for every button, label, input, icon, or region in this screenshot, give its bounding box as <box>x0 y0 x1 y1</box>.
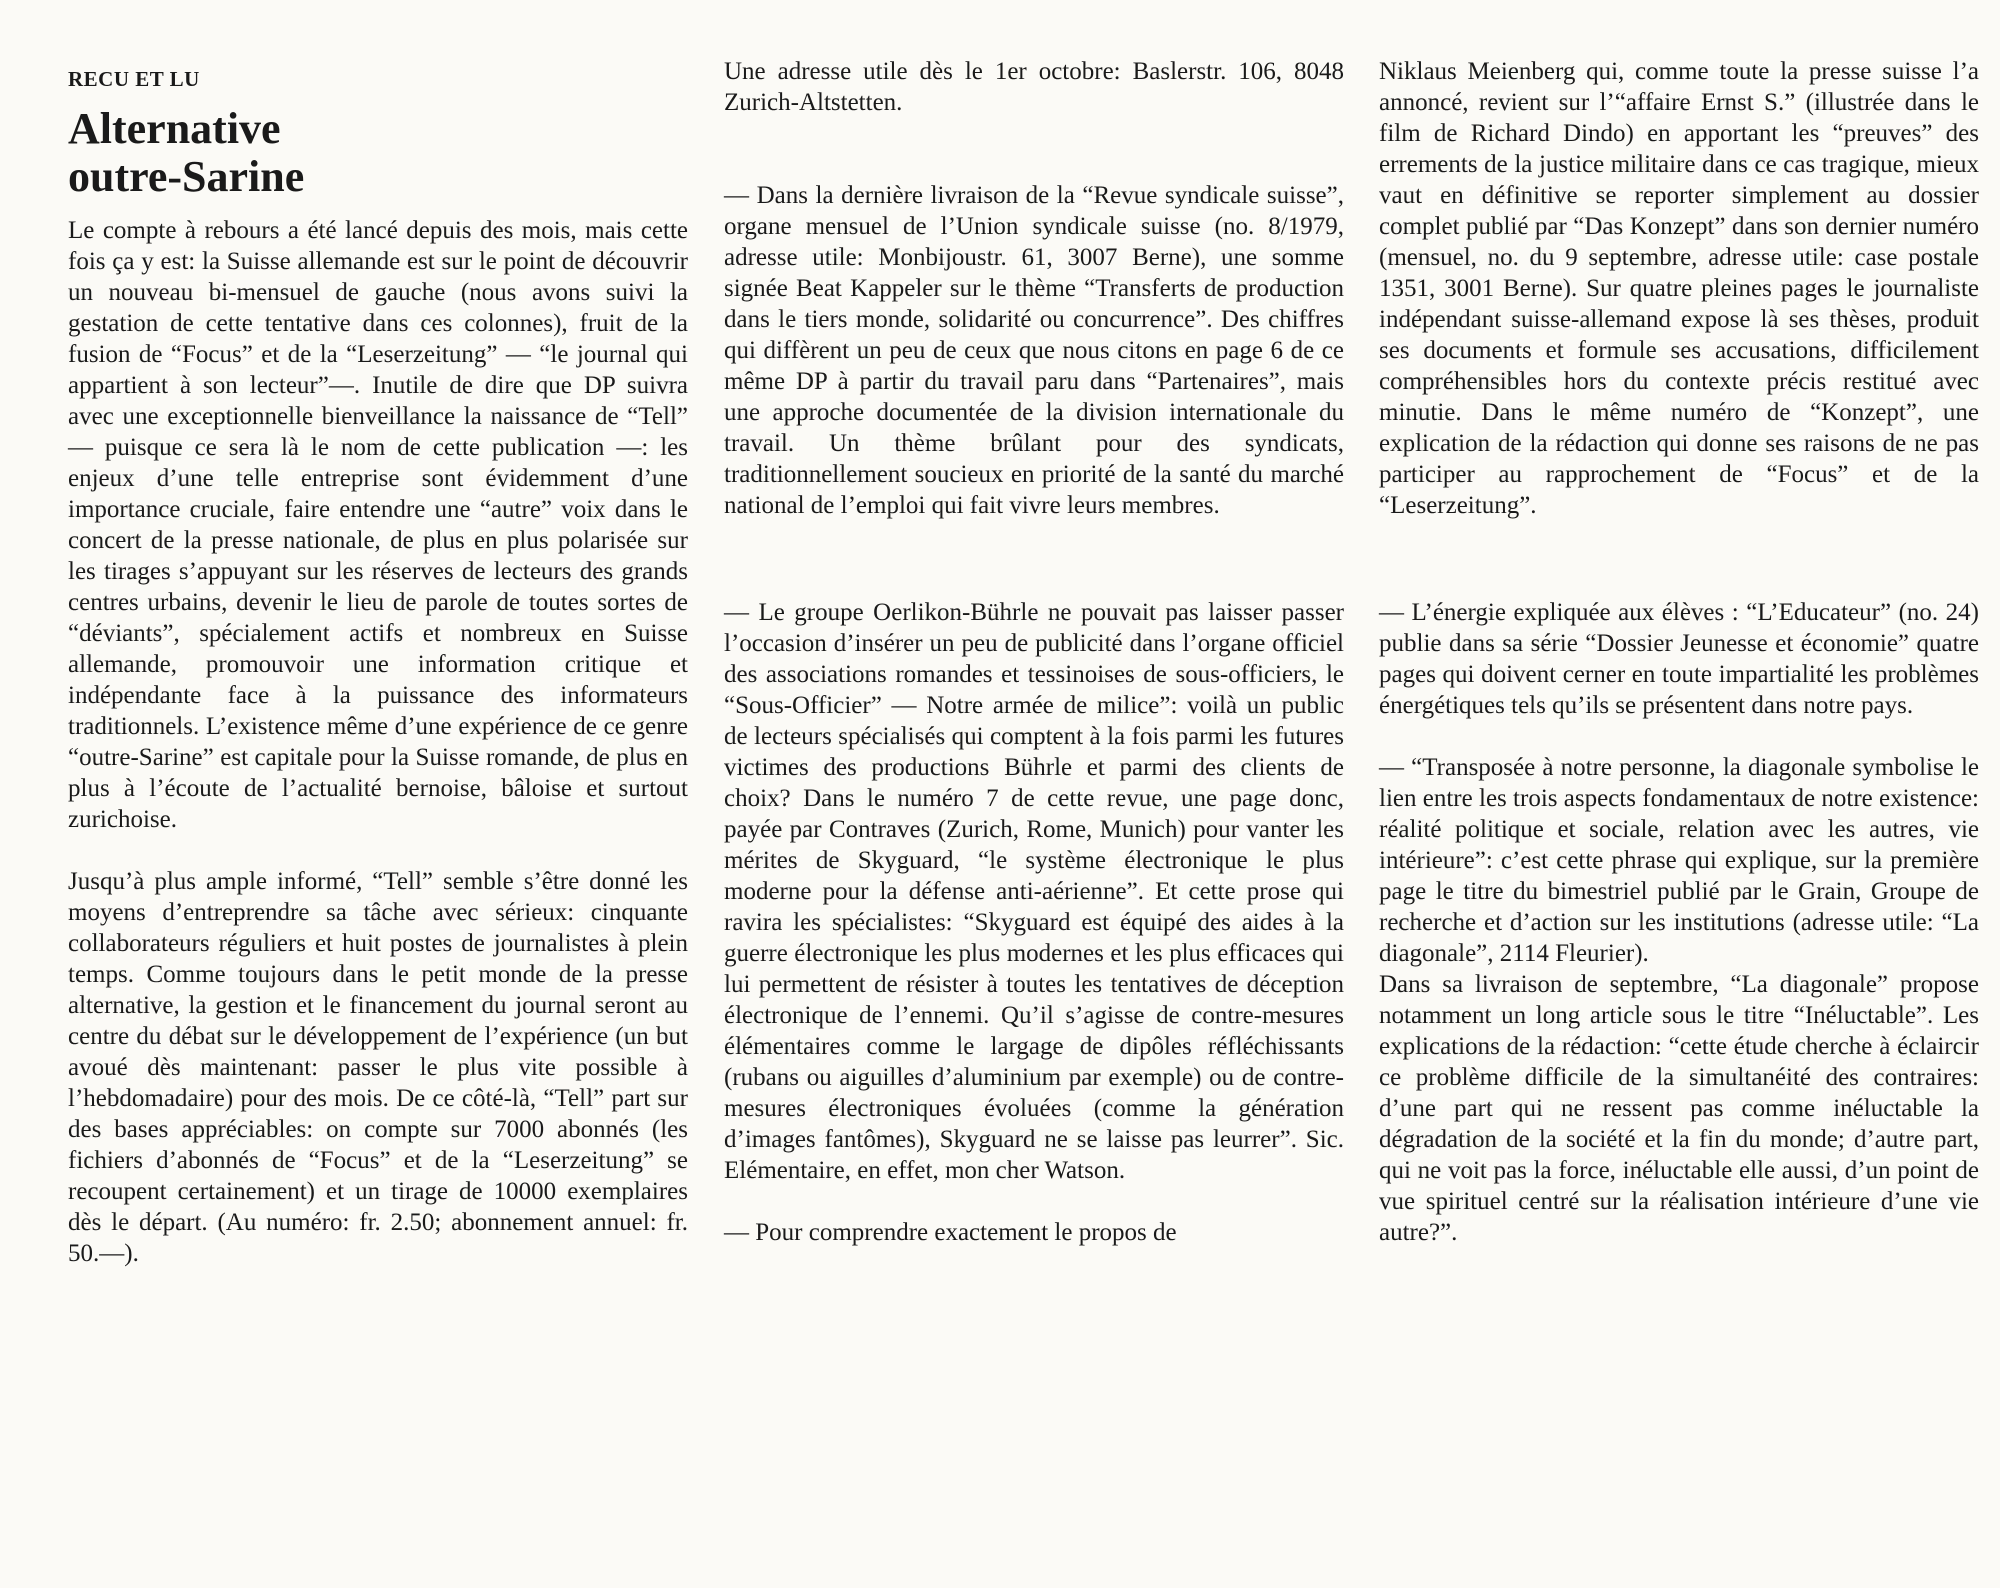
paragraph-address: Une adresse utile dès le 1er octobre: Baslerstr. 106, 8048 Zurich-Altstetten. <box>724 58 1344 116</box>
paragraph-intro: Le compte à rebours a été lancé depuis des mois, mais cette fois ça y est: la Suisse allemande est sur le point de découvrir un nouveau bi-mensuel de gauche (nous avons suivi la gestation de cette tentative dans ces colonnes), fruit de la fusion de “Focus” et de la “Leserzeitung” — “le journal qui appartient à son lecteur”—. Inutile de dire que DP suivra avec une exceptionnelle bienveillance la naissance de “Tell” — puisque ce sera là le nom de cette publication —: les enjeux d’une telle entreprise sont évidemment d’une importance cruciale, faire entendre une “autre” voix dans le concert de la presse nationale, de plus en plus polarisée sur les tirages s’appuyant sur les réserves de lecteurs des grands centres urbains, devenir le lieu de parole de toutes sortes de “déviants”, spécialement actifs et nombreux en Suisse allemande, promouvoir une information critique et indépendante face à la puissance des informateurs traditionnels. L’existence même d’une expérience de ce genre “outre-Sarine” est capitale pour la Suisse romande, de plus en plus à l’écoute de l’actualité bernoise, bâloise et surtout zurichoise. <box>68 217 688 833</box>
column-1 <box>68 56 688 1269</box>
headline-line-1: Alternative <box>68 104 281 153</box>
article-headline <box>68 105 688 201</box>
column-3 <box>1379 56 1979 1248</box>
column-2 <box>724 56 1344 1248</box>
headline-line-2: outre-Sarine <box>68 152 305 201</box>
paragraph-diagonale-septembre: Dans sa livraison de septembre, “La diagonale” propose notamment un long article sous le titre “Inéluctable”. Les explications de la rédaction: “cette étude cherche à éclaircir ce problème difficile de la simultanéité des contraires: d’une part qui ne ressent pas comme inéluctable la dégradation de la société et la fin du monde; d’autre part, qui ne voit pas la force, inéluctable elle aussi, d’un point de vue spirituel centré sur la réalisation intérieure d’une vie autre?”. <box>1379 971 1979 1246</box>
paragraph-revue-syndicale: — Dans la dernière livraison de la “Revue syndicale suisse”, organe mensuel de l’Union syndicale suisse (no. 8/1979, adresse utile: Monbijoustr. 61, 3007 Berne), une somme signée Beat Kappeler sur le thème “Transferts de production dans le tiers monde, solidarité ou concurrence”. Des chiffres qui diffèrent un peu de ceux que nous citons en page 6 de ce même DP à partir du travail paru dans “Partenaires”, mais une approche documentée de la division internationale du travail. Un thème brûlant pour des syndicats, traditionnellement soucieux en priorité de la santé du marché national de l’emploi qui fait vivre leurs membres. <box>724 182 1344 519</box>
paragraph-meienberg: Niklaus Meienberg qui, comme toute la presse suisse l’a annoncé, revient sur l’“affaire Ernst S.” (illustrée dans le film de Richard Dindo) en apportant les “preuves” des errements de la justice militaire dans ce cas tragique, mieux vaut en définitive se reporter simplement au dossier complet publié par “Das Konzept” dans son dernier numéro (mensuel, no. du 9 septembre, adresse utile: case postale 1351, 3001 Berne). Sur quatre pleines pages le journaliste indépendant suisse-allemand expose là ses thèses, produit ses documents et formule ses accusations, difficilement compréhensibles hors du contexte précis restitué avec minutie. Dans le même numéro de “Konzept”, une explication de la rédaction qui donne ses raisons de ne pas participer au rapprochement de “Focus” et de la “Leserzeitung”. <box>1379 58 1979 519</box>
section-kicker: RECU ET LU <box>68 67 200 91</box>
paragraph-diagonale: — “Transposée à notre personne, la diagonale symbolise le lien entre les trois aspects fondamentaux de notre existence: réalité politique et sociale, relation avec les autres, vie intérieure”: c’est cette phrase qui explique, sur la première page le titre du bimestriel publié par le Grain, Groupe de recherche et d’action sur les institutions (adresse utile: “La diagonale”, 2114 Fleurier). <box>1379 754 1979 967</box>
paragraph-educateur: — L’énergie expliquée aux élèves : “L’Educateur” (no. 24) publie dans sa série “Dossier Jeunesse et économie” quatre pages qui doivent cerner en toute impartialité les problèmes énergétiques tels qu’ils se présentent dans notre pays. <box>1379 599 1979 719</box>
paragraph-tell: Jusqu’à plus ample informé, “Tell” semble s’être donné les moyens d’entreprendre sa tâche avec sérieux: cinquante collaborateurs réguliers et huit postes de journalistes à plein temps. Comme toujours dans le petit monde de la presse alternative, la gestion et le financement du journal seront au centre du débat sur le développement de l’expérience (un but avoué dès maintenant: passer le plus vite possible à l’hebdomadaire) pour des mois. De ce côté-là, “Tell” part sur des bases appréciables: on compte sur 7000 abonnés (les fichiers d’abonnés de “Focus” et de la “Leserzeitung” se recoupent certainement) et un tirage de 10000 exemplaires dès le départ. (Au numéro: fr. 2.50; abonnement annuel: fr. 50.—). <box>68 868 688 1267</box>
paragraph-meienberg-start: — Pour comprendre exactement le propos de <box>724 1219 1177 1246</box>
paragraph-oerlikon-buhrle: — Le groupe Oerlikon-Bührle ne pouvait pas laisser passer l’occasion d’insérer un peu de publicité dans l’organe officiel des associations romandes et tessinoises de sous-officiers, le “Sous-Officier” — Notre armée de milice”: voilà un public de lecteurs spécialisés qui comptent à la fois parmi les futures victimes des productions Bührle et parmi des clients de choix? Dans le numéro 7 de cette revue, une page donc, payée par Contraves (Zurich, Rome, Munich) pour vanter les mérites de Skyguard, “le système électronique le plus moderne pour la défense anti-aérienne”. Et cette prose qui ravira les spécialistes: “Skyguard est équipé des aides à la guerre électronique les plus modernes et les plus efficaces qui lui permettent de résister à toutes les tentatives de déception électronique de l’ennemi. Qu’il s’agisse de contre-mesures élémentaires comme le largage de dipôles réfléchissants (rubans ou aiguilles d’aluminium par exemple) ou de contre-mesures électroniques évoluées (comme la génération d’images fantômes), Skyguard ne se laisse pas leurrer”. Sic. Elémentaire, en effet, mon cher Watson. <box>724 599 1344 1184</box>
